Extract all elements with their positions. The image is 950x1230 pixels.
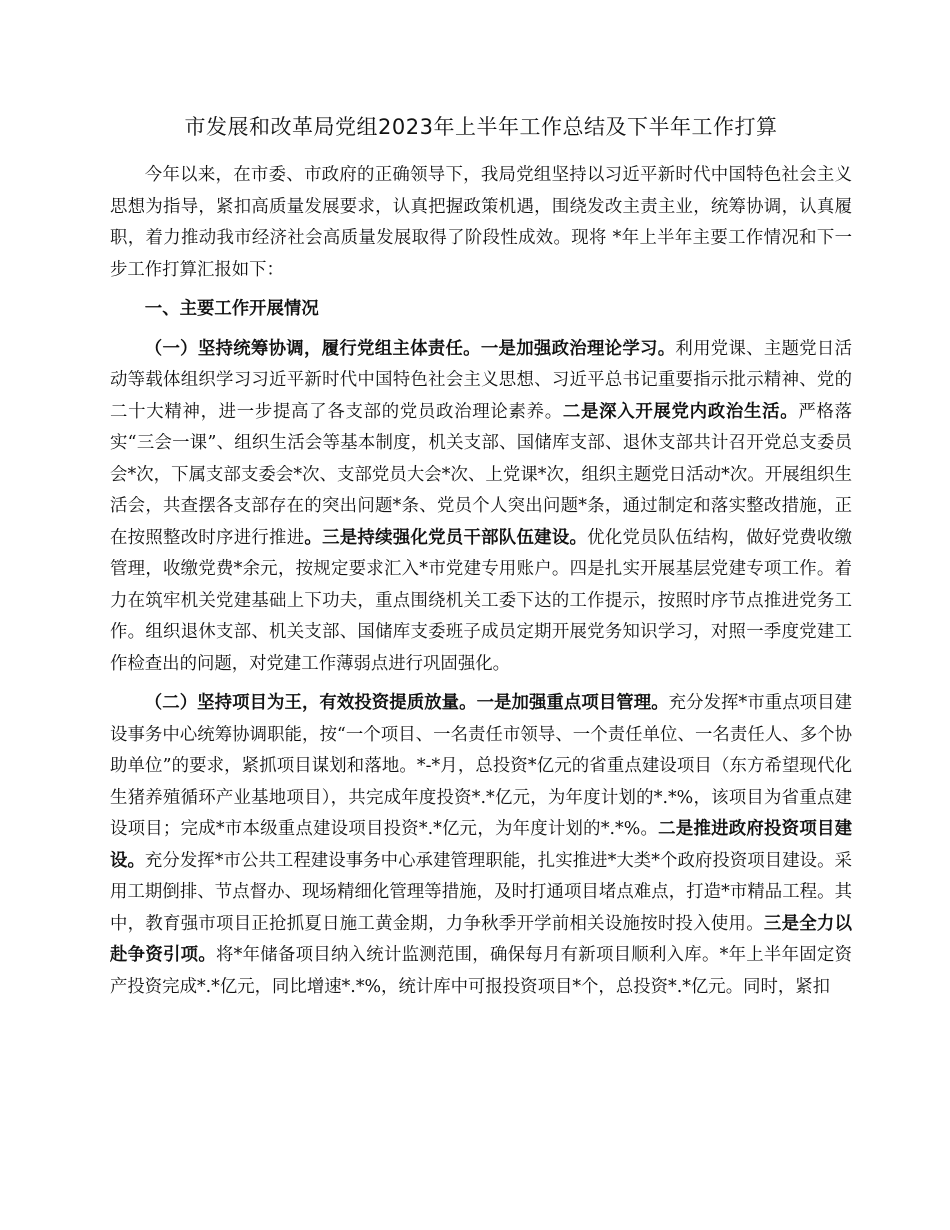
p1-lead-bold: （一）坚持统筹协调，履行党组主体责任。一是加强政治理论学习。 <box>144 338 676 359</box>
p2-text2: 充分发挥*市公共工程建设事务中心承建管理职能，扎实推进*大类*个政府投资项目建设。采用工期倒排、节点督办、现场精细化管理等措施，及时打通项目堵点难点，打造*市精品工程。其中，教育强市项目正抢抓夏日施工黄金期，力争秋季开学前相关设施按时投入使用。 <box>110 850 852 934</box>
p2-text1: 充分发挥*市重点项目建设事务中心统筹协调职能，按“一个项目、一名责任市领导、一个责任单位、一名责任人、多个协助单位”的要求，紧抓项目谋划和落地。*-*月，总投资*亿元的省重点建设项目（东方希望现代化生猪养殖循环产业基地项目），共完成年度投资*.*亿元，为年度计划的*.*%，该项目为省重点建设项目；完成*市本级重点建设项目投资*.*亿元，为年度计划的*.*%。 <box>110 693 852 839</box>
p1-text1: 利用党课、主题党日活动等载体组织学习习近平新时代中国特色社会主义思想、习近平总书记重要指示批示精神、党的二十大精神，进一步提高了各支部的党员政治理论素养。 <box>110 338 852 422</box>
section-heading-main-work: 一、主要工作开展情况 <box>144 299 319 319</box>
document-page <box>110 112 852 1003</box>
p2-lead-bold: （二）坚持项目为王，有效投资提质放量。一是加强重点项目管理。 <box>144 693 669 713</box>
document-title: 市发展和改革局党组2023年上半年工作总结及下半年工作打算 <box>184 115 778 139</box>
p2-text3: 将*年储备项目纳入统计监测范围，确保每月有新项目顺利入库。*年上半年固定资产投资完成*.*亿元，同比增速*.*%，统计库中可报投资项目*个，总投资*.*亿元。同时，紧扣 <box>110 945 852 997</box>
intro-paragraph: 今年以来，在市委、市政府的正确领导下，我局党组坚持以习近平新时代中国特色社会主义思想为指导，紧扣高质量发展要求，认真把握政策机遇，围绕发改主责主业，统筹协调，认真履职，着力推动我市经济社会高质量发展取得了阶段性成效。现将 *年上半年主要工作情况和下一步工作打算汇报如下： <box>110 165 852 280</box>
p2-bold3: 三是全力以赴争资引项。 <box>110 913 852 965</box>
paragraph-party-building <box>110 334 852 681</box>
paragraph-project-investment <box>110 688 852 1003</box>
p1-text3: 优化党员队伍结构，做好党费收缴管理，收缴党费*余元，按规定要求汇入*市党建专用账户。四是扎实开展基层党建专项工作。着力在筑牢机关党建基础上下功夫，重点围绕机关工委下达的工作提示，按照时序节点推进党务工作。组织退休支部、机关支部、国储库支委班子成员定期开展党务知识学习，对照一季度党建工作检查出的问题，对党建工作薄弱点进行巩固强化。 <box>110 527 852 674</box>
p1-text2: 严格落实“三会一课”、组织生活会等基本制度，机关支部、国储库支部、退休支部共计召开党总支委员会*次，下属支部支委会*次、支部党员大会*次、上党课*次，组织主题党日活动*次。开展组织生活会，共查摆各支部存在的突出问题*条、党员个人突出问题*条，通过制定和落实整改措施，正在按照整改时序进行推进 <box>110 401 852 548</box>
p2-bold2: 二是推进政府投资项目建设。 <box>110 819 852 871</box>
p1-bold2: 二是深入开展党内政治生活。 <box>562 401 799 422</box>
p1-bold3: 。三是持续强化党员干部队伍建设。 <box>304 527 588 548</box>
